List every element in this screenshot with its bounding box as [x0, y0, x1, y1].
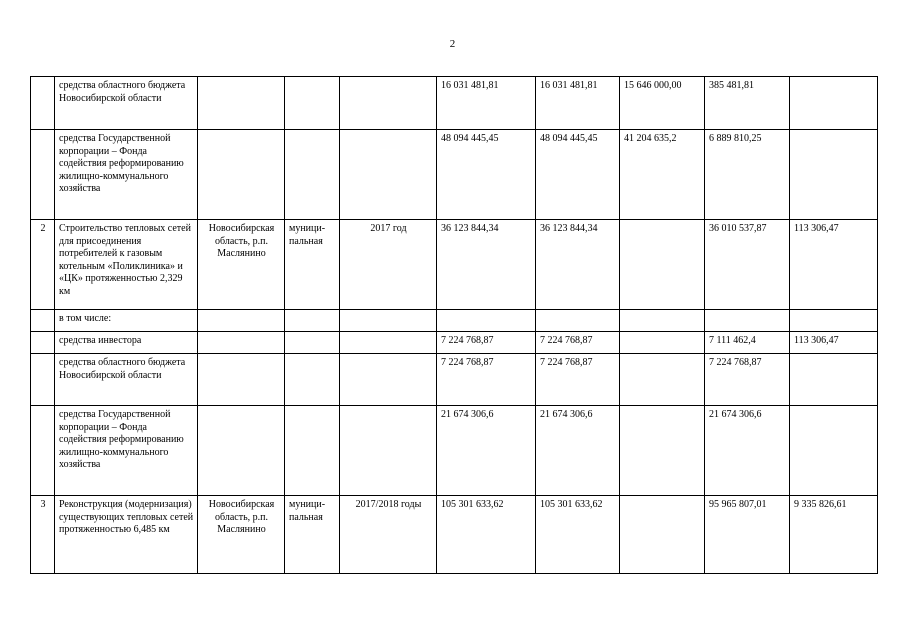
amount-cell-2: 16 031 481,81: [536, 77, 620, 130]
amount-cell-4: 36 010 537,87: [705, 220, 790, 310]
table-row: [31, 130, 878, 220]
amount-total-cell: 36 123 844,34: [437, 220, 536, 310]
amount-cell-5: [790, 354, 878, 406]
amount-cell-2: 7 224 768,87: [536, 332, 620, 354]
ownership-cell: [285, 406, 340, 496]
amount-cell-2: 36 123 844,34: [536, 220, 620, 310]
ownership-cell: [285, 310, 340, 332]
period-cell: [340, 310, 437, 332]
location-cell: [198, 332, 285, 354]
item-name: средства Государственной корпорации – Фонда содействия реформированию жилищно-коммунального хозяйства: [55, 406, 198, 496]
amount-cell-4: 385 481,81: [705, 77, 790, 130]
ownership-cell: [285, 130, 340, 220]
amount-cell-5: 113 306,47: [790, 220, 878, 310]
amount-cell-4: [705, 310, 790, 332]
row-number: [31, 332, 55, 354]
amount-cell-2: 7 224 768,87: [536, 354, 620, 406]
table-row: [31, 332, 878, 354]
amount-cell-2: 21 674 306,6: [536, 406, 620, 496]
row-number: [31, 354, 55, 406]
amount-total-cell: 16 031 481,81: [437, 77, 536, 130]
amount-cell-5: [790, 130, 878, 220]
amount-cell-3: [620, 496, 705, 574]
table-row: [31, 310, 878, 332]
amount-cell-4: 7 111 462,4: [705, 332, 790, 354]
location-cell: [198, 77, 285, 130]
amount-cell-3: [620, 220, 705, 310]
amount-cell-4: 95 965 807,01: [705, 496, 790, 574]
ownership-cell: муници-пальная: [285, 496, 340, 574]
period-cell: [340, 406, 437, 496]
amount-cell-4: 6 889 810,25: [705, 130, 790, 220]
item-name: средства Государственной корпорации – Фонда содействия реформированию жилищно-коммунального хозяйства: [55, 130, 198, 220]
amount-total-cell: 48 094 445,45: [437, 130, 536, 220]
period-cell: [340, 77, 437, 130]
amount-cell-3: [620, 310, 705, 332]
amount-cell-2: [536, 310, 620, 332]
item-name: средства областного бюджета Новосибирской области: [55, 77, 198, 130]
table-row: [31, 354, 878, 406]
row-number: 3: [31, 496, 55, 574]
item-name: в том числе:: [55, 310, 198, 332]
period-cell: [340, 354, 437, 406]
ownership-cell: муници-пальная: [285, 220, 340, 310]
row-number: [31, 406, 55, 496]
amount-cell-5: [790, 310, 878, 332]
location-cell: [198, 406, 285, 496]
amount-cell-5: 9 335 826,61: [790, 496, 878, 574]
amount-cell-3: [620, 406, 705, 496]
period-cell: 2017 год: [340, 220, 437, 310]
period-cell: [340, 332, 437, 354]
ownership-cell: [285, 77, 340, 130]
table-row: [31, 77, 878, 130]
amount-cell-2: 105 301 633,62: [536, 496, 620, 574]
location-cell: Новосибирская область, р.п. Маслянино: [198, 496, 285, 574]
period-cell: [340, 130, 437, 220]
item-name: Реконструкция (модернизация) существующих тепловых сетей протяженностью 6,485 км: [55, 496, 198, 574]
amount-cell-3: [620, 332, 705, 354]
item-name: Строительство тепловых сетей для присоединения потребителей к газовым котельным «Поликлиника» и «ЦК» протяженностью 2,329 км: [55, 220, 198, 310]
item-name: средства инвестора: [55, 332, 198, 354]
row-number: [31, 130, 55, 220]
amount-cell-3: 15 646 000,00: [620, 77, 705, 130]
amount-total-cell: [437, 310, 536, 332]
location-cell: Новосибирская область, р.п. Маслянино: [198, 220, 285, 310]
amount-total-cell: 7 224 768,87: [437, 354, 536, 406]
table-row: [31, 220, 878, 310]
row-number: [31, 310, 55, 332]
page-number: 2: [449, 38, 456, 50]
amount-total-cell: 7 224 768,87: [437, 332, 536, 354]
ownership-cell: [285, 354, 340, 406]
amount-cell-5: [790, 406, 878, 496]
amount-total-cell: 105 301 633,62: [437, 496, 536, 574]
location-cell: [198, 354, 285, 406]
row-number: 2: [31, 220, 55, 310]
investment-table: [30, 76, 878, 574]
amount-cell-3: 41 204 635,2: [620, 130, 705, 220]
period-cell: 2017/2018 годы: [340, 496, 437, 574]
amount-cell-4: 7 224 768,87: [705, 354, 790, 406]
amount-cell-5: [790, 77, 878, 130]
location-cell: [198, 310, 285, 332]
amount-cell-3: [620, 354, 705, 406]
item-name: средства областного бюджета Новосибирской области: [55, 354, 198, 406]
location-cell: [198, 130, 285, 220]
table-row: [31, 496, 878, 574]
row-number: [31, 77, 55, 130]
amount-cell-5: 113 306,47: [790, 332, 878, 354]
ownership-cell: [285, 332, 340, 354]
table-row: [31, 406, 878, 496]
amount-cell-2: 48 094 445,45: [536, 130, 620, 220]
amount-cell-4: 21 674 306,6: [705, 406, 790, 496]
amount-total-cell: 21 674 306,6: [437, 406, 536, 496]
